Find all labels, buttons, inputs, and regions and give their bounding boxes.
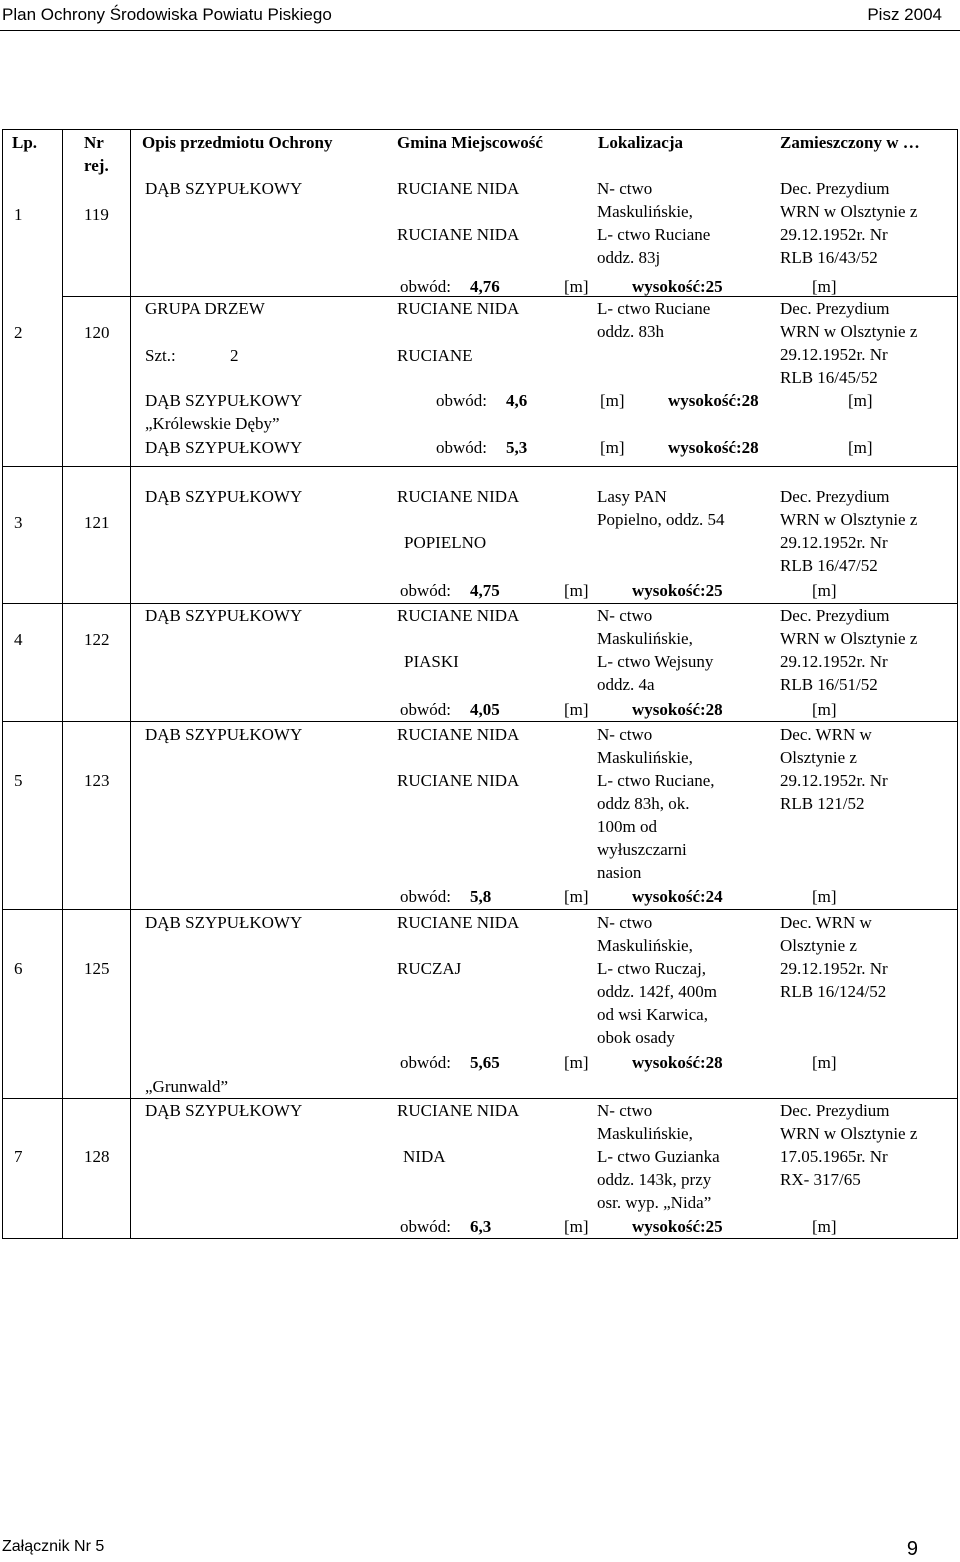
- row-divider: [2, 466, 958, 467]
- location-line: nasion: [597, 863, 642, 882]
- decree-line: WRN w Olsztynie z: [780, 510, 918, 529]
- location-line: oddz. 143k, przy: [597, 1170, 712, 1189]
- unit-label: [m]: [600, 438, 625, 457]
- row-divider: [2, 1238, 958, 1239]
- object-description: DĄB SZYPUŁKOWY: [145, 391, 303, 410]
- locality: POPIELNO: [404, 533, 487, 552]
- object-description: DĄB SZYPUŁKOWY: [145, 913, 303, 932]
- location-line: osr. wyp. „Nida”: [597, 1193, 712, 1212]
- location-line: Lasy PAN: [597, 487, 667, 506]
- document-place-year: Pisz 2004: [867, 5, 942, 24]
- count-label: Szt.:: [145, 346, 176, 365]
- municipality: RUCIANE NIDA: [397, 299, 520, 318]
- page-number: 9: [906, 1538, 918, 1560]
- location-line: oddz. 83h: [597, 322, 665, 341]
- location-line: 100m od: [597, 817, 657, 836]
- location-line: Popielno, oddz. 54: [597, 510, 725, 529]
- unit-label: [m]: [564, 700, 589, 719]
- decree-line: 29.12.1952r. Nr: [780, 225, 888, 244]
- decree-line: 29.12.1952r. Nr: [780, 959, 888, 978]
- row-number: 7: [14, 1147, 23, 1166]
- row-number: 2: [14, 323, 23, 342]
- unit-label: [m]: [848, 391, 873, 410]
- decree-line: 29.12.1952r. Nr: [780, 771, 888, 790]
- object-description: DĄB SZYPUŁKOWY: [145, 487, 303, 506]
- unit-label: [m]: [564, 581, 589, 600]
- registry-number: 122: [84, 630, 110, 649]
- location-line: L- ctwo Ruczaj,: [597, 959, 707, 978]
- location-line: oddz. 142f, 400m: [597, 982, 717, 1001]
- row-number: 4: [14, 630, 23, 649]
- column-header-lokalizacja: Lokalizacja: [598, 133, 683, 152]
- unit-label: [m]: [600, 391, 625, 410]
- attachment-label: Załącznik Nr 5: [2, 1538, 105, 1555]
- decree-line: Dec. Prezydium: [780, 1101, 890, 1120]
- registry-number: 120: [84, 323, 110, 342]
- object-description: DĄB SZYPUŁKOWY: [145, 1101, 303, 1120]
- decree-line: 29.12.1952r. Nr: [780, 533, 888, 552]
- location-line: Maskulińskie,: [597, 936, 693, 955]
- measure-label: obwód:: [400, 700, 451, 719]
- measure-label: obwód:: [436, 391, 487, 410]
- row-divider: [2, 721, 958, 722]
- unit-label: [m]: [564, 1217, 589, 1236]
- location-line: oddz. 4a: [597, 675, 655, 694]
- girth-value: 5,3: [506, 438, 528, 457]
- location-line: L- ctwo Ruciane,: [597, 771, 715, 790]
- municipality: RUCIANE NIDA: [397, 1101, 520, 1120]
- location-line: oddz. 83j: [597, 248, 661, 267]
- column-header-lp: Lp.: [12, 133, 38, 152]
- height-value: wysokość:25: [632, 1217, 723, 1236]
- location-line: L- ctwo Wejsuny: [597, 652, 714, 671]
- page-header: [0, 0, 960, 30]
- column-divider: [2, 129, 3, 1239]
- decree-line: 17.05.1965r. Nr: [780, 1147, 888, 1166]
- decree-line: WRN w Olsztynie z: [780, 202, 918, 221]
- tree-name: „Królewskie Dęby”: [145, 414, 280, 433]
- decree-line: 29.12.1952r. Nr: [780, 345, 888, 364]
- decree-line: WRN w Olsztynie z: [780, 322, 918, 341]
- registry-number: 121: [84, 513, 110, 532]
- locality: RUCIANE NIDA: [397, 771, 520, 790]
- location-line: wyłuszczarni: [597, 840, 687, 859]
- row-divider: [2, 129, 958, 130]
- registry-number: 123: [84, 771, 110, 790]
- unit-label: [m]: [564, 887, 589, 906]
- girth-value: 5,8: [470, 887, 492, 906]
- girth-value: 4,6: [506, 391, 528, 410]
- unit-label: [m]: [848, 438, 873, 457]
- decree-line: RLB 16/51/52: [780, 675, 878, 694]
- decree-line: RLB 16/47/52: [780, 556, 878, 575]
- municipality: RUCIANE NIDA: [397, 606, 520, 625]
- locality: PIASKI: [404, 652, 459, 671]
- location-line: obok osady: [597, 1028, 675, 1047]
- tree-name: „Grunwald”: [145, 1077, 229, 1096]
- locality: NIDA: [403, 1147, 446, 1166]
- column-header-zamieszczony: Zamieszczony w …: [780, 133, 920, 152]
- row-number: 3: [14, 513, 23, 532]
- row-number: 1: [14, 205, 23, 224]
- girth-value: 4,75: [470, 581, 500, 600]
- row-number: 6: [14, 959, 23, 978]
- decree-line: Dec. Prezydium: [780, 606, 890, 625]
- unit-label: [m]: [812, 1053, 837, 1072]
- decree-line: WRN w Olsztynie z: [780, 1124, 918, 1143]
- object-description: DĄB SZYPUŁKOWY: [145, 725, 303, 744]
- row-number: 5: [14, 771, 23, 790]
- height-value: wysokość:24: [632, 887, 723, 906]
- location-line: N- ctwo: [597, 725, 653, 744]
- municipality: RUCIANE NIDA: [397, 725, 520, 744]
- registry-number: 119: [84, 205, 109, 224]
- measure-label: obwód:: [400, 277, 451, 296]
- height-value: wysokość:28: [632, 1053, 723, 1072]
- height-value: wysokość:28: [632, 700, 723, 719]
- decree-line: 29.12.1952r. Nr: [780, 652, 888, 671]
- municipality: RUCIANE NIDA: [397, 913, 520, 932]
- unit-label: [m]: [812, 700, 837, 719]
- decree-line: Dec. WRN w: [780, 725, 872, 744]
- measure-label: obwód:: [400, 1217, 451, 1236]
- girth-value: 4,76: [470, 277, 500, 296]
- header-rule: [0, 30, 960, 31]
- location-line: N- ctwo: [597, 179, 653, 198]
- location-line: Maskulińskie,: [597, 1124, 693, 1143]
- object-description: DĄB SZYPUŁKOWY: [145, 179, 303, 198]
- column-header-opis: Opis przedmiotu Ochrony: [142, 133, 333, 152]
- measure-label: obwód:: [400, 581, 451, 600]
- location-line: Maskulińskie,: [597, 748, 693, 767]
- measure-label: obwód:: [400, 1053, 451, 1072]
- decree-line: Dec. Prezydium: [780, 299, 890, 318]
- decree-line: Dec. Prezydium: [780, 487, 890, 506]
- location-line: L- ctwo Guzianka: [597, 1147, 720, 1166]
- location-line: Maskulińskie,: [597, 202, 693, 221]
- girth-value: 5,65: [470, 1053, 500, 1072]
- document-title: Plan Ochrony Środowiska Powiatu Piskiego: [2, 5, 332, 24]
- location-line: oddz 83h, ok.: [597, 794, 690, 813]
- object-description: GRUPA DRZEW: [145, 299, 265, 318]
- location-line: L- ctwo Ruciane: [597, 225, 711, 244]
- column-header-nr: Nr: [84, 133, 104, 152]
- decree-line: RLB 121/52: [780, 794, 865, 813]
- locality: RUCIANE NIDA: [397, 225, 520, 244]
- registry-number: 128: [84, 1147, 110, 1166]
- height-value: wysokość:28: [668, 438, 759, 457]
- location-line: L- ctwo Ruciane: [597, 299, 711, 318]
- unit-label: [m]: [564, 277, 589, 296]
- column-header-gmina: Gmina Miejscowość: [397, 133, 543, 152]
- object-description: DĄB SZYPUŁKOWY: [145, 438, 303, 457]
- unit-label: [m]: [564, 1053, 589, 1072]
- object-description: DĄB SZYPUŁKOWY: [145, 606, 303, 625]
- column-header-rej: rej.: [84, 156, 109, 175]
- column-divider: [957, 129, 958, 1239]
- locality: RUCIANE: [397, 346, 473, 365]
- height-value: wysokość:25: [632, 277, 723, 296]
- decree-line: WRN w Olsztynie z: [780, 629, 918, 648]
- unit-label: [m]: [812, 1217, 837, 1236]
- decree-line: Dec. Prezydium: [780, 179, 890, 198]
- decree-line: Olsztynie z: [780, 936, 857, 955]
- municipality: RUCIANE NIDA: [397, 179, 520, 198]
- height-value: wysokość:28: [668, 391, 759, 410]
- decree-line: Dec. WRN w: [780, 913, 872, 932]
- girth-value: 6,3: [470, 1217, 492, 1236]
- count-value: 2: [230, 346, 239, 365]
- decree-line: RX- 317/65: [780, 1170, 861, 1189]
- locality: RUCZAJ: [397, 959, 462, 978]
- decree-line: RLB 16/45/52: [780, 368, 878, 387]
- decree-line: RLB 16/43/52: [780, 248, 878, 267]
- registry-number: 125: [84, 959, 110, 978]
- decree-line: RLB 16/124/52: [780, 982, 887, 1001]
- location-line: Maskulińskie,: [597, 629, 693, 648]
- location-line: N- ctwo: [597, 1101, 653, 1120]
- measure-label: obwód:: [436, 438, 487, 457]
- column-divider: [130, 129, 131, 1239]
- measure-label: obwód:: [400, 887, 451, 906]
- unit-label: [m]: [812, 277, 837, 296]
- column-divider: [62, 129, 63, 1239]
- location-line: od wsi Karwica,: [597, 1005, 708, 1024]
- height-value: wysokość:25: [632, 581, 723, 600]
- location-line: N- ctwo: [597, 606, 653, 625]
- unit-label: [m]: [812, 581, 837, 600]
- decree-line: Olsztynie z: [780, 748, 857, 767]
- unit-label: [m]: [812, 887, 837, 906]
- location-line: N- ctwo: [597, 913, 653, 932]
- municipality: RUCIANE NIDA: [397, 487, 520, 506]
- girth-value: 4,05: [470, 700, 500, 719]
- row-divider: [2, 909, 958, 910]
